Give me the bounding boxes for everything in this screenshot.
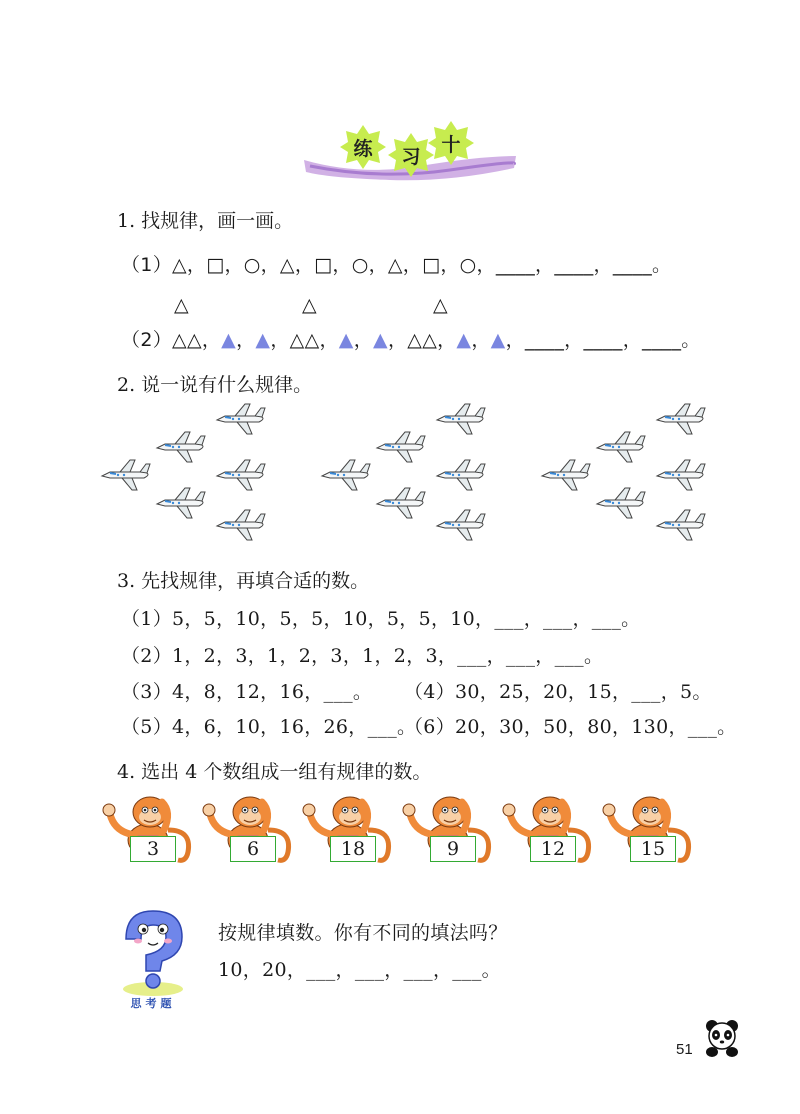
airplane-icon bbox=[320, 458, 376, 492]
airplane-group-3 bbox=[535, 400, 715, 545]
filled-triangle-icon: ▲ bbox=[338, 329, 354, 351]
airplane-icon bbox=[655, 402, 711, 436]
q1-line-2: （2）△△，▲，▲，△△，▲，▲，△△，▲，▲，____，____，____。 bbox=[121, 329, 701, 351]
airplane-icon bbox=[375, 486, 431, 520]
q4-heading: 4. 选出 4 个数组成一组有规律的数。 bbox=[117, 761, 432, 783]
title-banner bbox=[300, 118, 520, 188]
airplane-icon bbox=[375, 430, 431, 464]
monkey-card-5[interactable] bbox=[500, 790, 596, 864]
number-box: 9 bbox=[430, 836, 476, 862]
filled-triangle-icon: ▲ bbox=[373, 329, 388, 351]
q1-line2-top-2: △ bbox=[302, 294, 317, 316]
q3-line-3a: （3）4，8，12，16，___。 bbox=[121, 681, 373, 703]
number-box: 15 bbox=[630, 836, 676, 862]
monkey-card-1[interactable] bbox=[100, 790, 196, 864]
q1-line-1: （1）△，□，○，△，□，○，△，□，○，____，____，____。 bbox=[121, 254, 672, 276]
q3-line-4a: （5）4，6，10，16，26，___。 bbox=[121, 716, 417, 738]
monkey-card-3[interactable] bbox=[300, 790, 396, 864]
monkey-card-4[interactable] bbox=[400, 790, 496, 864]
airplane-icon bbox=[215, 458, 271, 492]
airplane-icon bbox=[435, 458, 491, 492]
airplane-icon bbox=[215, 508, 271, 542]
q2-heading: 2. 说一说有什么规律。 bbox=[117, 374, 313, 396]
airplane-group-1 bbox=[95, 400, 275, 545]
airplane-icon bbox=[435, 402, 491, 436]
airplane-icon bbox=[155, 486, 211, 520]
filled-triangle-icon: ▲ bbox=[490, 329, 506, 351]
airplane-icon bbox=[655, 458, 711, 492]
airplane-icon bbox=[435, 508, 491, 542]
number-box: 3 bbox=[130, 836, 176, 862]
banner-char-3: 十 bbox=[428, 120, 474, 166]
airplane-icon bbox=[540, 458, 596, 492]
number-box: 12 bbox=[530, 836, 576, 862]
q3-line-4b: （6）20，30，50，80，130，___。 bbox=[404, 716, 737, 738]
think-question-mascot bbox=[108, 905, 198, 1010]
airplane-icon bbox=[595, 430, 651, 464]
page-number: 51 bbox=[676, 1041, 693, 1058]
q1-line2-top-3: △ bbox=[433, 294, 448, 316]
banner-char-1: 练 bbox=[340, 124, 386, 170]
q3-line-3b: （4）30，25，20，15，___，5。 bbox=[404, 681, 712, 703]
filled-triangle-icon: ▲ bbox=[221, 329, 237, 351]
airplane-icon bbox=[655, 508, 711, 542]
panda-icon bbox=[700, 1016, 744, 1060]
airplane-icon bbox=[100, 458, 156, 492]
think-line-1: 按规律填数。你有不同的填法吗？ bbox=[218, 922, 508, 944]
filled-triangle-icon: ▲ bbox=[255, 329, 271, 351]
monkey-card-6[interactable] bbox=[600, 790, 696, 864]
airplane-icon bbox=[595, 486, 651, 520]
banner-char-2: 习 bbox=[388, 132, 434, 178]
q3-line-1: （1）5，5，10，5，5，10，5，5，10，___，___，___。 bbox=[121, 608, 641, 630]
q1-line2-top-1: △ bbox=[174, 294, 189, 316]
filled-triangle-icon: ▲ bbox=[456, 329, 472, 351]
number-box: 6 bbox=[230, 836, 276, 862]
q3-heading: 3. 先找规律，再填合适的数。 bbox=[117, 570, 370, 592]
monkey-card-2[interactable] bbox=[200, 790, 296, 864]
q1-heading: 1. 找规律，画一画。 bbox=[117, 210, 294, 232]
think-line-2: 10，20，___，___，___，___。 bbox=[218, 959, 501, 981]
q3-line-2: （2）1，2，3，1，2，3，1，2，3，___，___，___。 bbox=[121, 645, 604, 667]
airplane-icon bbox=[215, 402, 271, 436]
airplane-icon bbox=[155, 430, 211, 464]
airplane-group-2 bbox=[315, 400, 495, 545]
number-box: 18 bbox=[330, 836, 376, 862]
think-label: 思考题 bbox=[130, 997, 176, 1010]
question-mark-icon bbox=[108, 905, 198, 997]
